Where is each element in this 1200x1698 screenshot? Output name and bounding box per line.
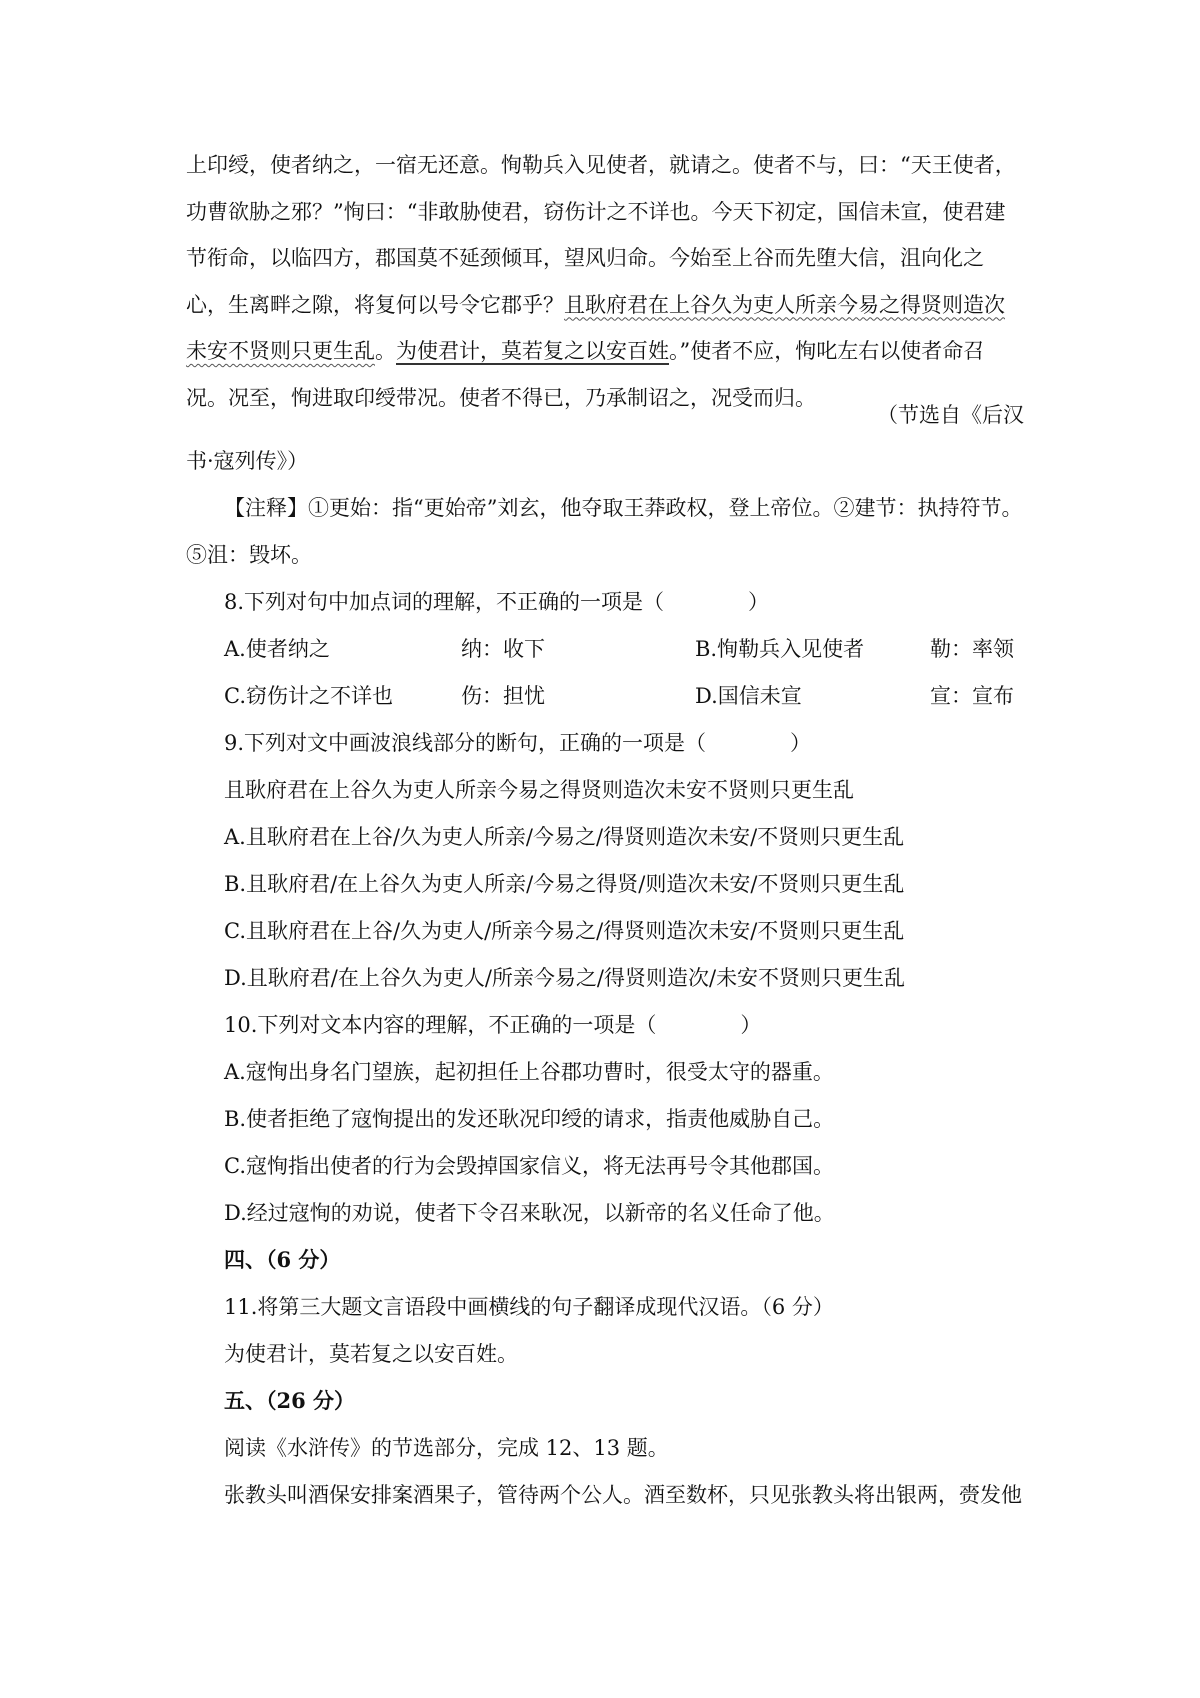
passage-punct: 。 bbox=[375, 339, 396, 363]
section-5-heading: 五、（26 分） bbox=[224, 1388, 356, 1413]
q8-option-d-note: 宣：宣布 bbox=[930, 684, 1014, 708]
q8-option-c-note: 伤：担忧 bbox=[461, 684, 545, 708]
classical-passage bbox=[186, 142, 1024, 421]
q9-option-d: D.且耿府君/在上谷久为吏人/所亲今易之/得贤则造次/未安不贤则只更生乱 bbox=[224, 966, 906, 990]
passage-text: 上印绶，使者纳之，一宿无还意。恂勒兵入见使者，就请之。使者不与，曰：“天王使者，功曹欲胁之邪？”恂曰：“非敢胁使君，窃伤计之不详也。今天下初定，国信未宣，使君建节衔命，以临四方，郡国莫不延颈倾耳，望风归命。今始至上谷而先堕大信，沮向化之心，生离畔之隙，将复何以号令它郡乎？ bbox=[186, 153, 1016, 317]
q9-sentence: 且耿府君在上谷久为吏人所亲今易之得贤则造次未安不贤则只更生乱 bbox=[224, 778, 854, 802]
q10-option-c: C.寇恂指出使者的行为会毁掉国家信义，将无法再号令其他郡国。 bbox=[224, 1154, 834, 1178]
q8-option-c: C.窃伤计之不详也 bbox=[224, 684, 393, 708]
q9-option-c: C.且耿府君在上谷/久为吏人/所亲今易之/得贤则造次未安/不贤则只更生乱 bbox=[224, 919, 905, 943]
source-line-1: （节选自《后汉 bbox=[877, 403, 1024, 427]
q8-option-b: B.恂勒兵入见使者 bbox=[695, 637, 865, 661]
q10-option-b: B.使者拒绝了寇恂提出的发还耿况印绶的请求，指责他威胁自己。 bbox=[224, 1107, 835, 1131]
source-line-2: 书·寇列传》） bbox=[186, 449, 309, 473]
q9-option-b: B.且耿府君/在上谷久为吏人所亲/今易之得贤/则造次未安/不贤则只更生乱 bbox=[224, 872, 905, 896]
section-5-text: 张教头叫酒保安排案酒果子，管待两个公人。酒至数杯，只见张教头将出银两，赍发他 bbox=[224, 1483, 1022, 1507]
q9-option-a: A.且耿府君在上谷/久为吏人所亲/今易之/得贤则造次未安/不贤则只更生乱 bbox=[224, 825, 905, 849]
q8-option-d: D.国信未宣 bbox=[695, 684, 802, 708]
underlined-sentence: 为使君计，莫若复之以安百姓 bbox=[396, 339, 669, 363]
question-10-stem: 10.下列对文本内容的理解，不正确的一项是（ ） bbox=[224, 1013, 762, 1037]
notes-line-2: ⑤沮：毁坏。 bbox=[186, 543, 312, 567]
q11-sentence: 为使君计，莫若复之以安百姓。 bbox=[224, 1342, 518, 1366]
q10-option-d: D.经过寇恂的劝说，使者下令召来耿况，以新帝的名义任命了他。 bbox=[224, 1201, 835, 1225]
wavy-underlined-sentence: 且耿府君在上谷久为吏人所亲今易之得贤则造次未安不贤则只更生乱 bbox=[186, 292, 1005, 363]
passage-text-end: 。”使者不应，恂叱左右以使者命召况。况至，恂进取印绶带况。使者不得已，乃承制诏之，况受而归。 bbox=[186, 339, 985, 410]
question-11: 11.将第三大题文言语段中画横线的句子翻译成现代汉语。（6 分） bbox=[224, 1295, 834, 1319]
notes-line-1: 【注释】①更始：指“更始帝”刘玄，他夺取王莽政权，登上帝位。②建节：执持符节。 bbox=[224, 496, 1023, 520]
q8-option-b-note: 勒：率领 bbox=[930, 637, 1014, 661]
question-9-stem: 9.下列对文中画波浪线部分的断句，正确的一项是（ ） bbox=[224, 731, 812, 755]
passage-paragraph bbox=[186, 142, 1024, 421]
q10-option-a: A.寇恂出身名门望族，起初担任上谷郡功曹时，很受太守的器重。 bbox=[224, 1060, 834, 1084]
q8-option-a-note: 纳：收下 bbox=[461, 637, 545, 661]
q8-option-a: A.使者纳之 bbox=[224, 637, 330, 661]
section-5-intro: 阅读《水浒传》的节选部分，完成 12、13 题。 bbox=[224, 1436, 669, 1460]
question-8-stem: 8.下列对句中加点词的理解，不正确的一项是（ ） bbox=[224, 590, 770, 614]
section-4-heading: 四、（6 分） bbox=[224, 1247, 341, 1272]
